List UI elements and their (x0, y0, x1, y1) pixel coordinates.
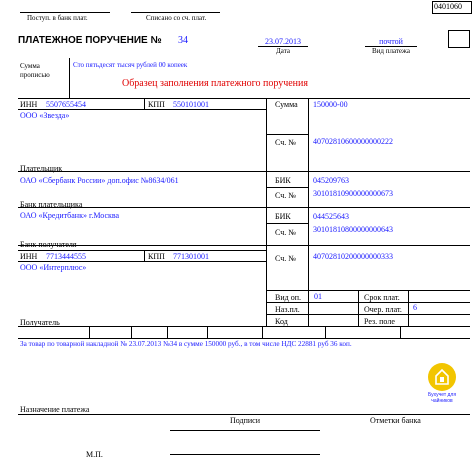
tax-cell-divider (400, 326, 401, 338)
payer-account-label: Сч. № (275, 138, 296, 147)
grid-line (18, 98, 470, 99)
payer-name: ООО «Звезда» (20, 111, 70, 120)
payer-bank-account: 30101810900000000673 (313, 189, 393, 198)
order-label: Очер. плат. (364, 305, 402, 314)
payee-name: ООО «Интерплюс» (20, 263, 87, 272)
grid-line (266, 302, 470, 303)
code-label: Код (275, 317, 288, 326)
payer-kpp-label: КПП (148, 100, 165, 109)
op-type-value: 01 (314, 292, 322, 301)
tax-cell-divider (207, 326, 208, 338)
payee-account: 40702810200000000333 (313, 252, 393, 261)
status-box (448, 30, 470, 48)
doc-date: 23.07.2013 (265, 37, 301, 46)
payee-inn-label: ИНН (20, 252, 38, 261)
payee-kpp-label: КПП (148, 252, 165, 261)
payee-bank-label: Банк получателя (20, 240, 77, 249)
tax-cell-divider (89, 326, 90, 338)
amount-label: Сумма (275, 100, 298, 109)
debited-label: Списано со сч. плат. (146, 14, 207, 22)
grid-line (266, 314, 470, 315)
purpose-code-label: Наз.пл. (275, 305, 300, 314)
order-value: 6 (413, 303, 417, 312)
logo-icon (428, 363, 456, 391)
received-label: Поступ. в банк плат. (27, 14, 88, 22)
payer-bank-name: ОАО «Сбербанк России» доп.офис №8634/061 (20, 176, 179, 185)
purpose-text: За товар по товарной накладной № 23.07.2013 №34 в сумме 150000 руб., в том числе НДС 22881 руб 36 коп. (20, 340, 352, 348)
received-line (20, 12, 110, 13)
tax-cell-divider (262, 326, 263, 338)
doc-title: ПЛАТЕЖНОЕ ПОРУЧЕНИЕ № (18, 35, 162, 46)
tax-cell-divider (131, 326, 132, 338)
payer-bank-account-label: Сч. № (275, 191, 296, 200)
purpose-label: Назначение платежа (20, 405, 90, 414)
stamp-label: М.П. (86, 450, 103, 459)
reserve-label: Рез. поле (364, 317, 395, 326)
amount-words-label-1: Сумма (20, 62, 40, 70)
logo-text: Бухучет для чайников (427, 392, 457, 404)
grid-line (266, 223, 308, 224)
amount-value: 150000-00 (313, 100, 348, 109)
payer-inn-label: ИНН (20, 100, 38, 109)
grid-line (266, 187, 308, 188)
payer-kpp: 550101001 (173, 100, 209, 109)
grid-line (18, 338, 470, 339)
date-label: Дата (276, 47, 290, 55)
grid-line (18, 171, 470, 172)
payee-bank-account: 30101810800000000643 (313, 225, 393, 234)
sample-note: Образец заполнения платежного поручения (122, 78, 308, 89)
deadline-label: Срок плат. (364, 293, 400, 302)
signature-line-1 (170, 430, 320, 431)
grid-line (266, 290, 470, 291)
grid-line (18, 245, 470, 246)
payee-bik-label: БИК (275, 212, 291, 221)
grid-line (18, 109, 266, 110)
grid-line (18, 250, 266, 251)
grid-line (266, 134, 308, 135)
payer-bik-label: БИК (275, 176, 291, 185)
payment-type: почтой (379, 37, 403, 46)
signature-line-2 (170, 454, 320, 455)
payee-bank-account-label: Сч. № (275, 228, 296, 237)
bank-marks-label: Отметки банка (370, 416, 421, 425)
payee-account-label: Сч. № (275, 254, 296, 263)
tax-cell-divider (167, 326, 168, 338)
grid-vline (408, 290, 409, 326)
grid-vline (266, 98, 267, 326)
op-type-label: Вид оп. (275, 293, 301, 302)
amount-words-divider (69, 58, 70, 98)
grid-vline (308, 98, 309, 326)
payee-kpp: 771301001 (173, 252, 209, 261)
payer-bank-label: Банк плательщика (20, 200, 83, 209)
form-code: 0401060 (434, 2, 462, 11)
doc-number: 34 (178, 35, 188, 46)
payment-type-label: Вид платежа (371, 47, 410, 55)
signatures-label: Подписи (230, 416, 261, 425)
grid-line (18, 414, 470, 415)
payee-bank-name: ОАО «Кредитбанк» г.Москва (20, 211, 120, 220)
payee-bik: 044525643 (313, 212, 349, 221)
grid-line (18, 261, 266, 262)
payee-inn: 7713444555 (46, 252, 86, 261)
payer-account: 40702810600000000222 (313, 137, 393, 146)
tax-cell-divider (325, 326, 326, 338)
amount-words-value: Сто пятьдесят тысяч рублей 00 копеек (73, 61, 188, 69)
grid-line (18, 207, 470, 208)
grid-vline (144, 98, 145, 109)
grid-line (18, 326, 470, 327)
payee-label: Получатель (20, 318, 60, 327)
grid-vline (144, 250, 145, 261)
payer-inn: 5507655454 (46, 100, 86, 109)
amount-words-label-2: прописью (20, 71, 50, 79)
grid-vline (358, 290, 359, 326)
debited-line (131, 12, 220, 13)
payer-bik: 045209763 (313, 176, 349, 185)
payer-label: Плательщик (20, 164, 63, 173)
